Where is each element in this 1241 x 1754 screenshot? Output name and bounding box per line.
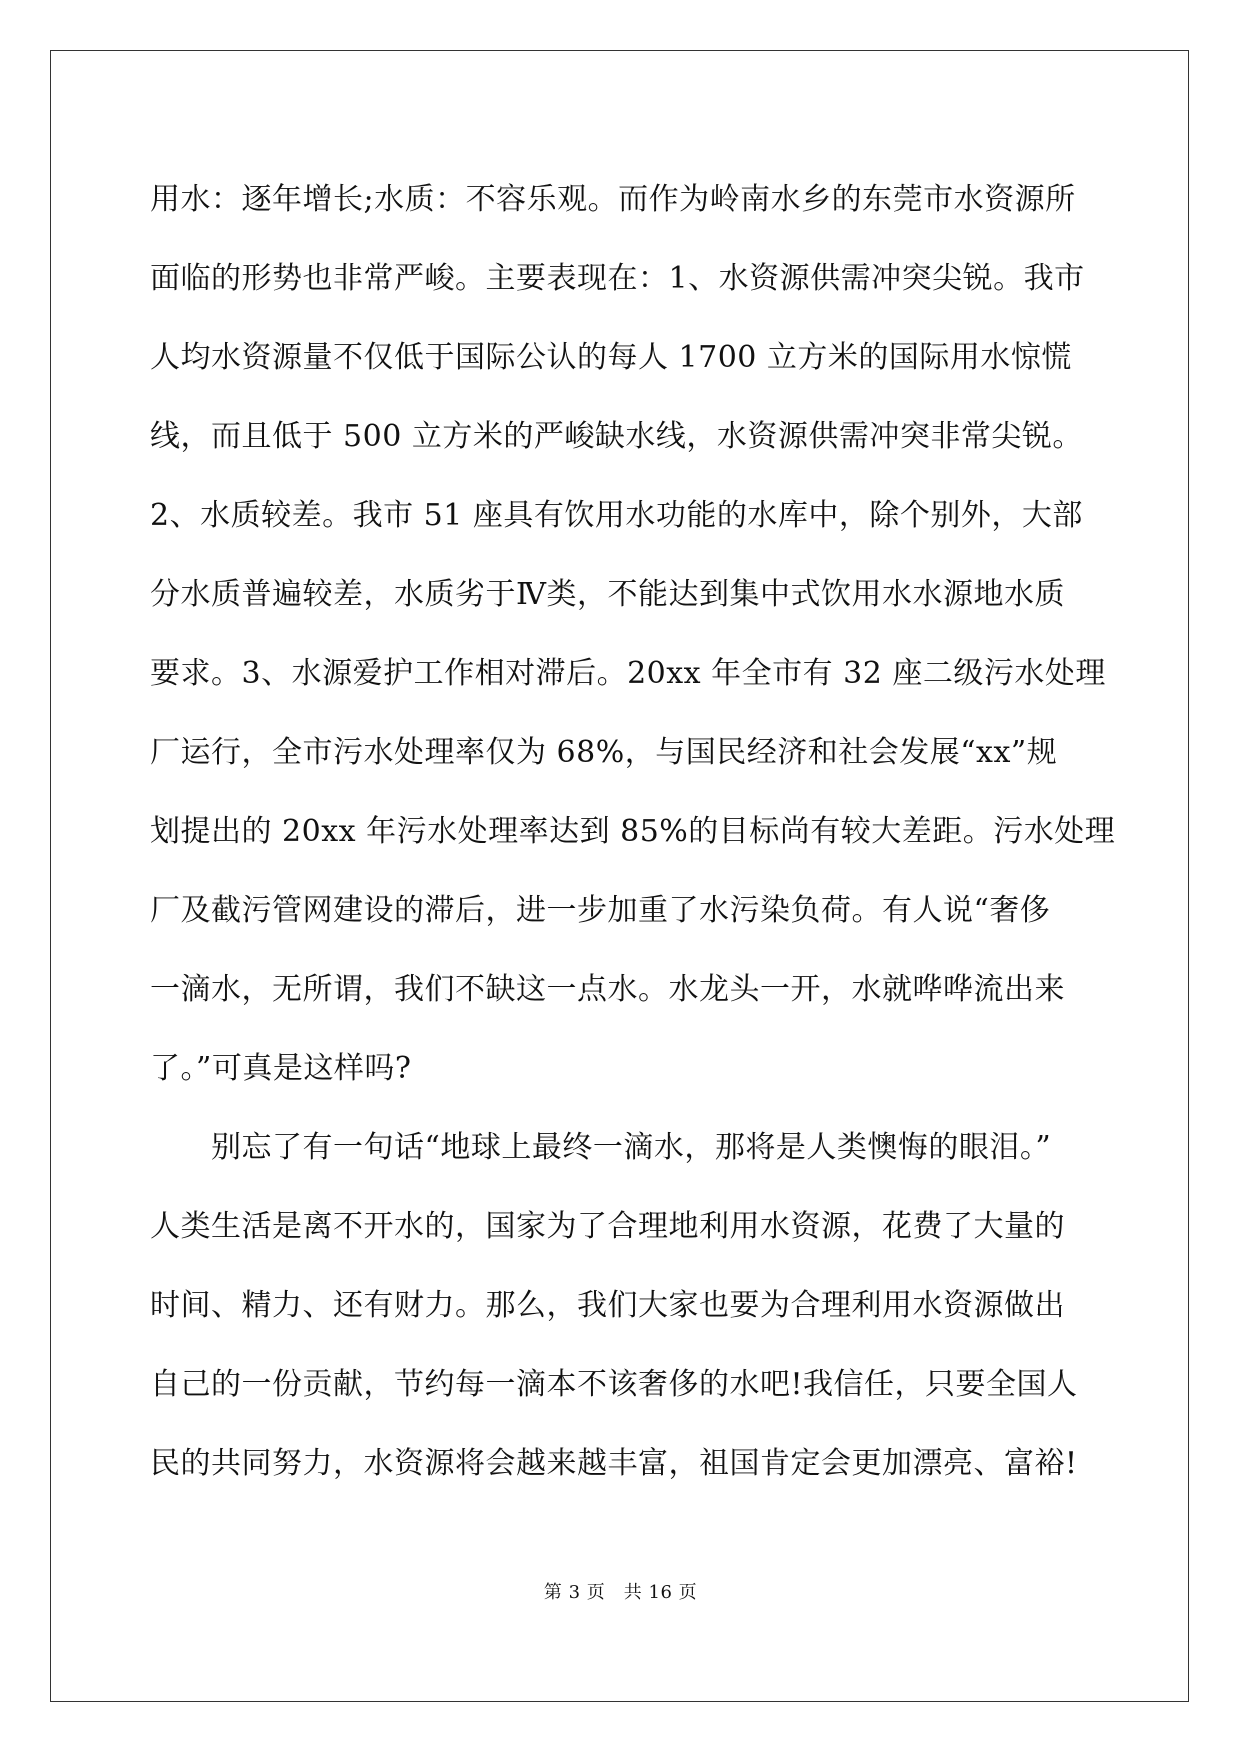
- text-line: 厂运行，全市污水处理率仅为 68%，与国民经济和社会发展“xx”规: [150, 735, 1058, 770]
- text-line: 用水：逐年增长;水质：不容乐观。而作为岭南水乡的东莞市水资源所: [150, 182, 1076, 217]
- text-line: 时间、精力、还有财力。那么，我们大家也要为合理利用水资源做出: [150, 1288, 1065, 1323]
- text-line: 2、水质较差。我市 51 座具有饮用水功能的水库中，除个别外，大部: [150, 498, 1083, 533]
- text-line: 线，而且低于 500 立方米的严峻缺水线，水资源供需冲突非常尖锐。: [150, 419, 1083, 454]
- text-line: 自己的一份贡献，节约每一滴本不该奢侈的水吧!我信任，只要全国人: [150, 1367, 1078, 1402]
- text-line: 人均水资源量不仅低于国际公认的每人 1700 立方米的国际用水惊慌: [150, 340, 1072, 375]
- document-body: [150, 160, 1116, 1503]
- text-line: 分水质普遍较差，水质劣于Ⅳ类，不能达到集中式饮用水水源地水质: [150, 577, 1065, 612]
- text-line: 面临的形势也非常严峻。主要表现在：1、水资源供需冲突尖锐。我市: [150, 261, 1085, 296]
- text-line: 厂及截污管网建设的滞后，进一步加重了水污染负荷。有人说“奢侈: [150, 893, 1051, 928]
- page-number-footer: 第 3 页 共 16 页: [543, 1582, 698, 1603]
- text-line: 划提出的 20xx 年污水处理率达到 85%的目标尚有较大差距。污水处理: [150, 814, 1116, 849]
- text-line: 一滴水，无所谓，我们不缺这一点水。水龙头一开，水就哗哗流出来: [150, 972, 1065, 1007]
- text-line: 了。”可真是这样吗?: [150, 1051, 412, 1086]
- text-line: 民的共同努力，水资源将会越来越丰富，祖国肯定会更加漂亮、富裕!: [150, 1446, 1078, 1481]
- paragraph-first-line: 别忘了有一句话“地球上最终一滴水，那将是人类懊悔的眼泪。”: [150, 1130, 1052, 1165]
- text-line: 要求。3、水源爱护工作相对滞后。20xx 年全市有 32 座二级污水处理: [150, 656, 1106, 691]
- text-line: 人类生活是离不开水的，国家为了合理地利用水资源，花费了大量的: [150, 1209, 1065, 1244]
